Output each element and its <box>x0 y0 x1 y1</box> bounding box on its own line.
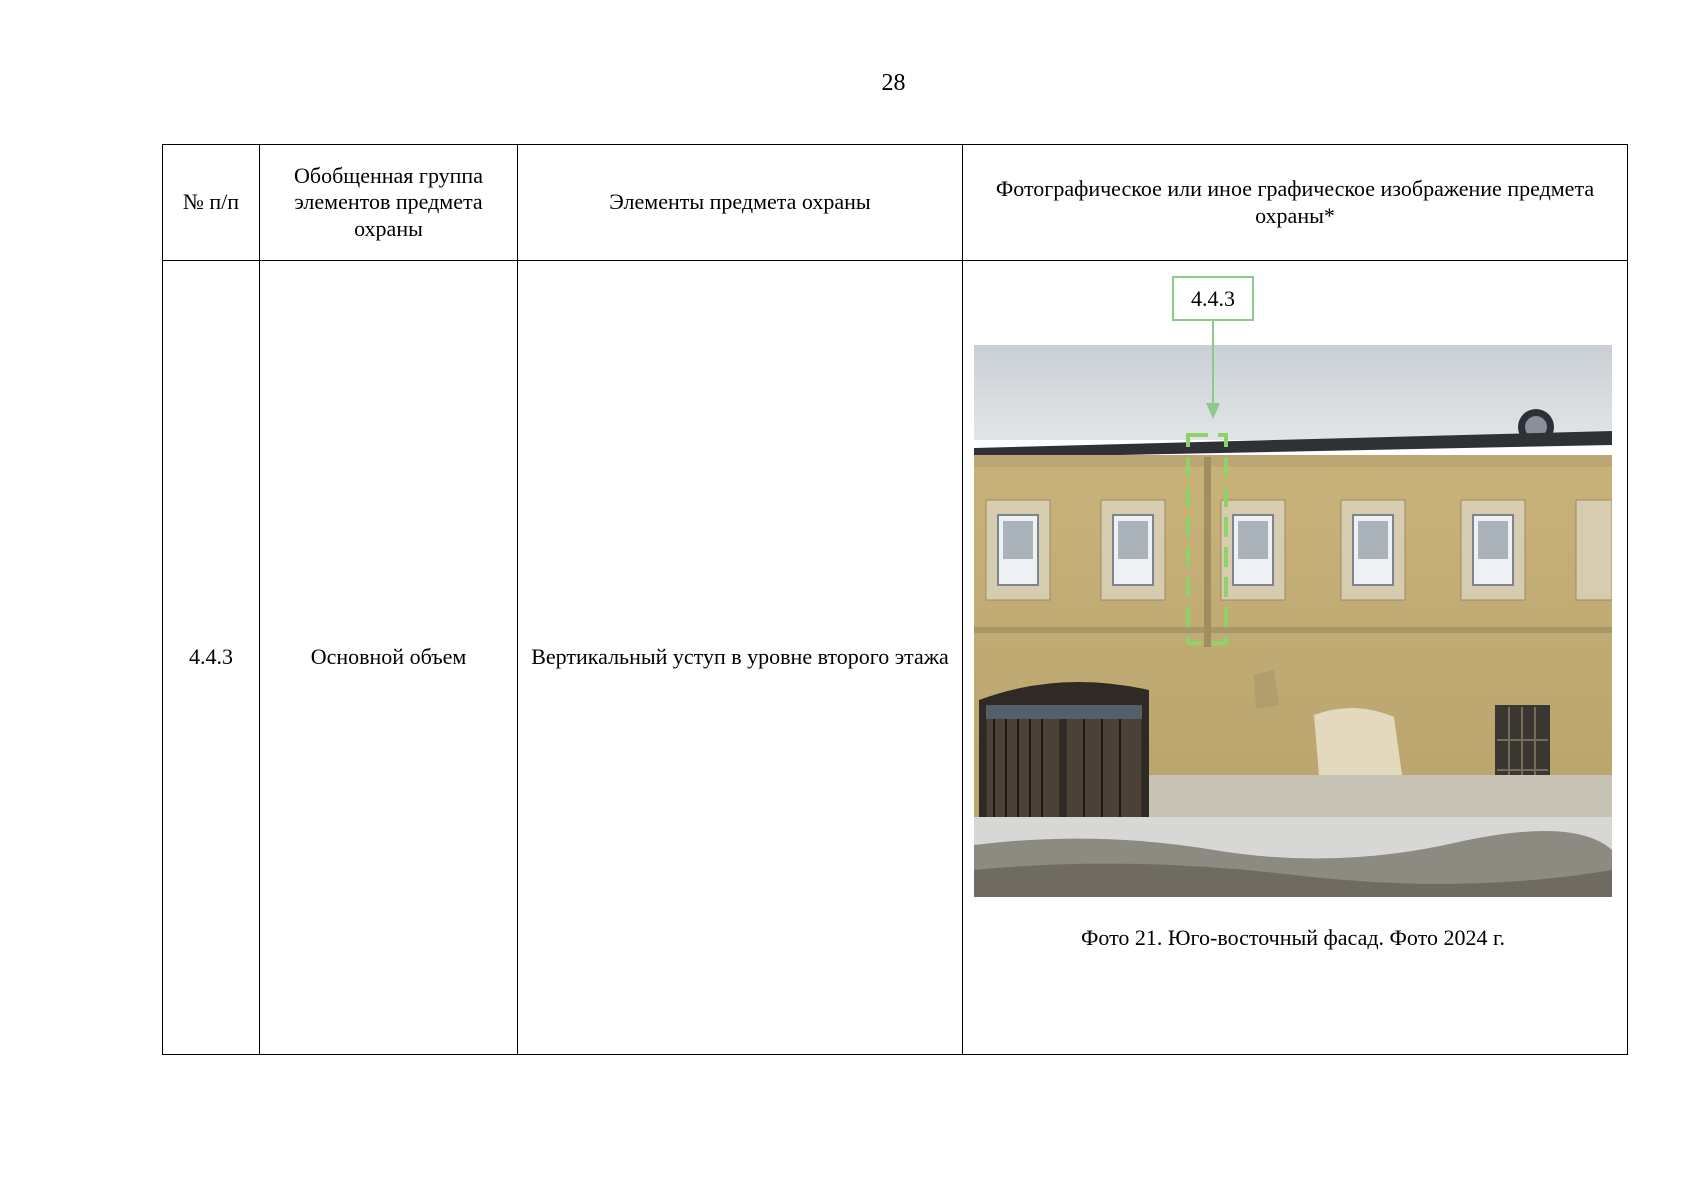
cell-group: Основной объем <box>260 261 518 1055</box>
protection-table <box>162 144 1628 1055</box>
header-image: Фотографическое или иное графическое изображение предмета охраны* <box>963 145 1628 261</box>
photo-callout-label: 4.4.3 <box>1172 276 1254 321</box>
facade-photo <box>974 345 1612 897</box>
cell-element: Вертикальный уступ в уровне второго этажа <box>518 261 963 1055</box>
cell-photo <box>963 261 1628 1055</box>
table-header-row <box>163 145 1628 261</box>
photo-caption: Фото 21. Юго-восточный фасад. Фото 2024 г. <box>1081 925 1505 950</box>
table-row <box>163 261 1628 1055</box>
header-number: № п/п <box>163 145 260 261</box>
header-group: Обобщенная группа элементов предмета охраны <box>260 145 518 261</box>
header-elements: Элементы предмета охраны <box>518 145 963 261</box>
page-number: 28 <box>881 70 906 96</box>
cell-number: 4.4.3 <box>163 261 260 1055</box>
